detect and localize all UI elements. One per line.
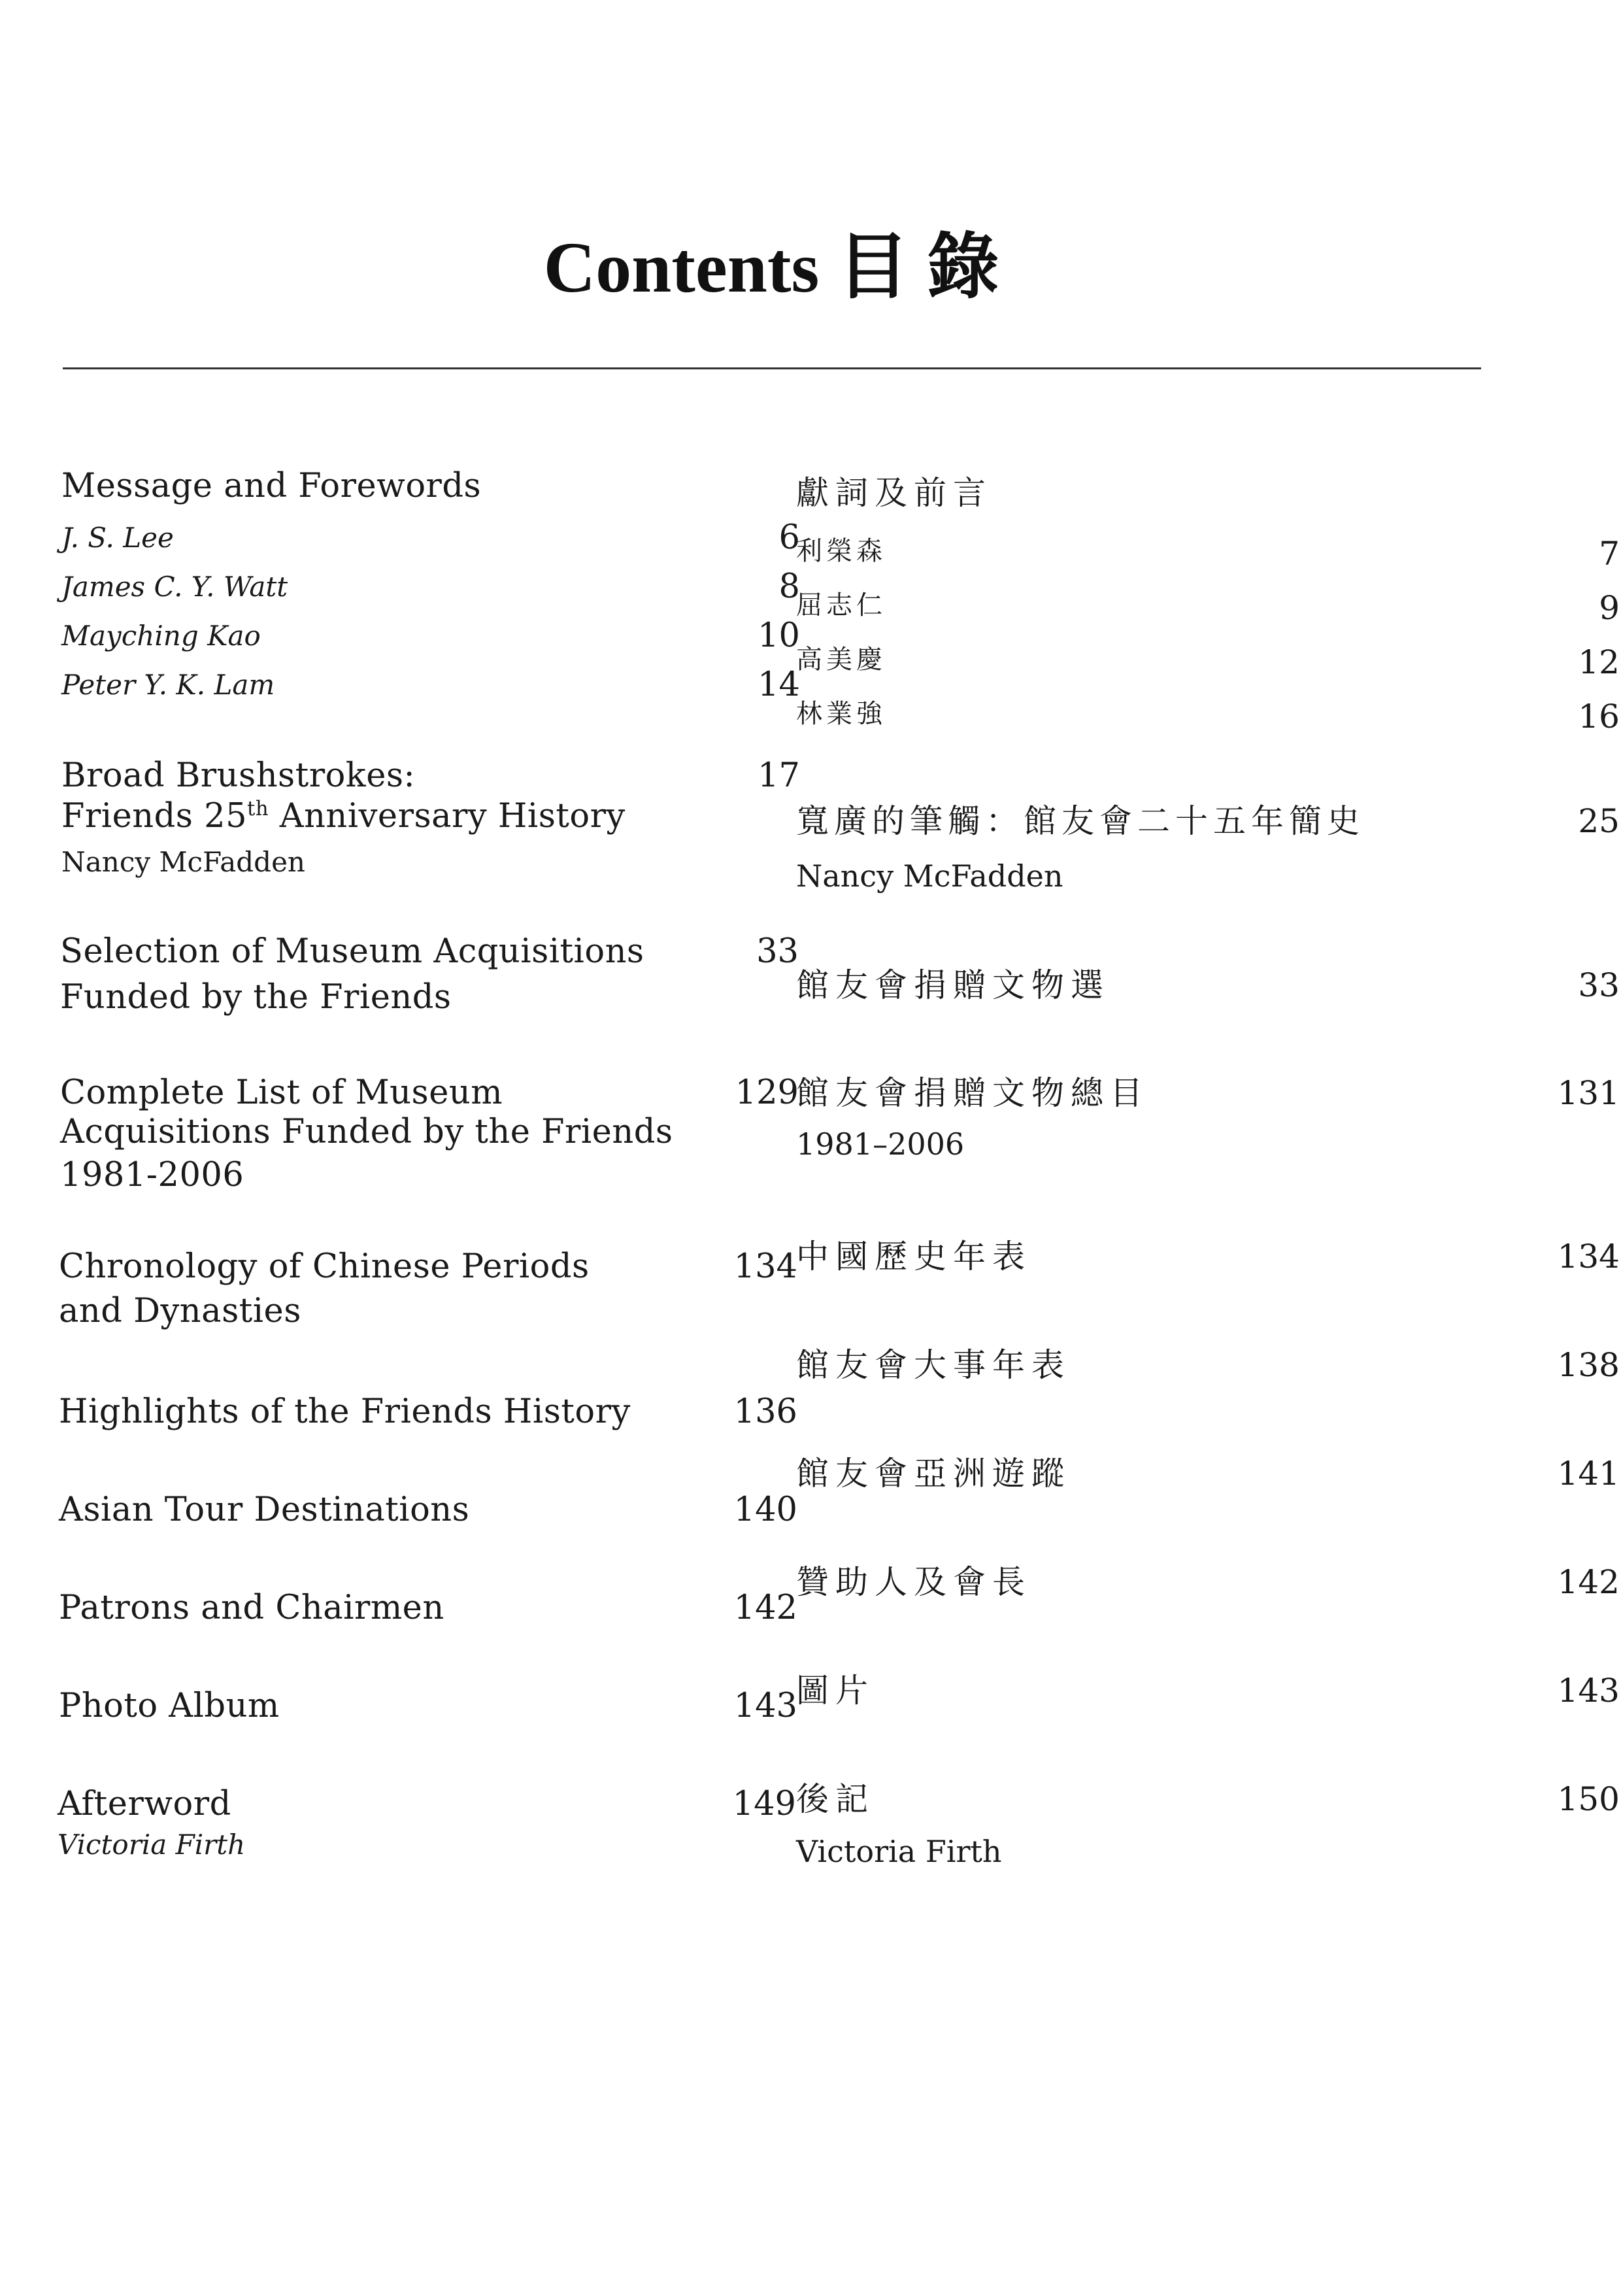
page-number: 131: [1557, 1074, 1620, 1112]
page-title: Contents 目 錄: [543, 228, 999, 307]
title-divider: [63, 367, 1481, 369]
entry-title-line1: Chronology of Chinese Periods: [59, 1247, 590, 1286]
entry-title-line1: Broad Brushstrokes:: [61, 756, 416, 795]
page-number: 33: [1578, 966, 1620, 1004]
author-name: 利榮森: [796, 536, 886, 566]
author-name: Nancy McFadden: [61, 846, 305, 878]
author-name: 屈志仁: [796, 590, 886, 620]
entry-title-line3: 1981-2006: [60, 1156, 244, 1194]
page-number: 6: [778, 518, 800, 557]
author-name: Victoria Firth: [796, 1834, 1002, 1869]
entry-title: Highlights of the Friends History: [59, 1393, 631, 1431]
page-number: 33: [756, 932, 799, 971]
author-name: Mayching Kao: [61, 620, 261, 652]
entry-title: 館友會捐贈文物總目: [796, 1074, 1149, 1112]
entry-title: 館友會大事年表: [796, 1346, 1071, 1384]
title-superscript: th: [247, 798, 269, 820]
entry-title: Patrons and Chairmen: [59, 1589, 444, 1627]
entry-title-line1: Selection of Museum Acquisitions: [60, 932, 644, 971]
page-number: 7: [1599, 535, 1620, 573]
author-name: 高美慶: [796, 645, 886, 675]
author-name: 林業強: [796, 699, 886, 729]
entry-title: 獻詞及前言: [796, 474, 992, 512]
page-number: 136: [733, 1393, 797, 1431]
entry-title-line2: Funded by the Friends: [60, 978, 452, 1017]
title-text: Anniversary History: [269, 797, 626, 836]
page-number: 8: [778, 567, 800, 606]
entry-title: 贊助人及會長: [796, 1563, 1031, 1601]
years: 1981–2006: [796, 1126, 965, 1162]
page-number: 140: [733, 1491, 797, 1529]
page-number: 25: [1578, 802, 1620, 840]
page-number: 17: [758, 756, 800, 795]
page-number: 142: [1557, 1563, 1620, 1601]
page-number: 142: [733, 1589, 797, 1627]
entry-title-line1: Complete List of Museum: [60, 1073, 503, 1112]
page-number: 138: [1557, 1346, 1620, 1384]
page-number: 129: [735, 1073, 799, 1112]
entry-title: Message and Forewords: [61, 467, 482, 505]
page-number: 16: [1578, 698, 1620, 735]
author-name: J. S. Lee: [61, 522, 174, 554]
entry-title: 館友會捐贈文物選: [796, 966, 1110, 1004]
author-name: Victoria Firth: [58, 1829, 246, 1861]
page-number: 149: [732, 1785, 796, 1823]
entry-title: 寬廣的筆觸：館友會二十五年簡史: [796, 802, 1365, 840]
page-number: 14: [758, 666, 800, 704]
entry-title: 館友會亞洲遊蹤: [796, 1455, 1071, 1493]
entry-title: 圖片: [796, 1672, 875, 1710]
entry-title: 後記: [796, 1780, 875, 1818]
page-number: 143: [733, 1687, 797, 1725]
entry-title: Photo Album: [59, 1687, 280, 1725]
title-text: Friends 25: [61, 797, 248, 836]
author-name: Nancy McFadden: [796, 858, 1063, 894]
page-number: 150: [1557, 1780, 1620, 1818]
page-number: 134: [1557, 1238, 1620, 1275]
entry-title: Asian Tour Destinations: [59, 1491, 470, 1529]
page-number: 141: [1557, 1455, 1620, 1493]
entry-title: Afterword: [58, 1785, 231, 1823]
page-number: 10: [758, 616, 800, 655]
entry-title: 中國歷史年表: [796, 1238, 1031, 1275]
entry-title-line2: and Dynasties: [59, 1292, 301, 1330]
entry-title-line2: Acquisitions Funded by the Friends: [60, 1113, 673, 1151]
author-name: Peter Y. K. Lam: [61, 669, 275, 701]
entry-title-line2: [61, 796, 702, 837]
page-number: 12: [1578, 643, 1620, 681]
page-number: 134: [733, 1247, 797, 1286]
page-number: 143: [1557, 1672, 1620, 1710]
page-number: 9: [1599, 589, 1620, 627]
author-name: James C. Y. Watt: [61, 571, 288, 603]
